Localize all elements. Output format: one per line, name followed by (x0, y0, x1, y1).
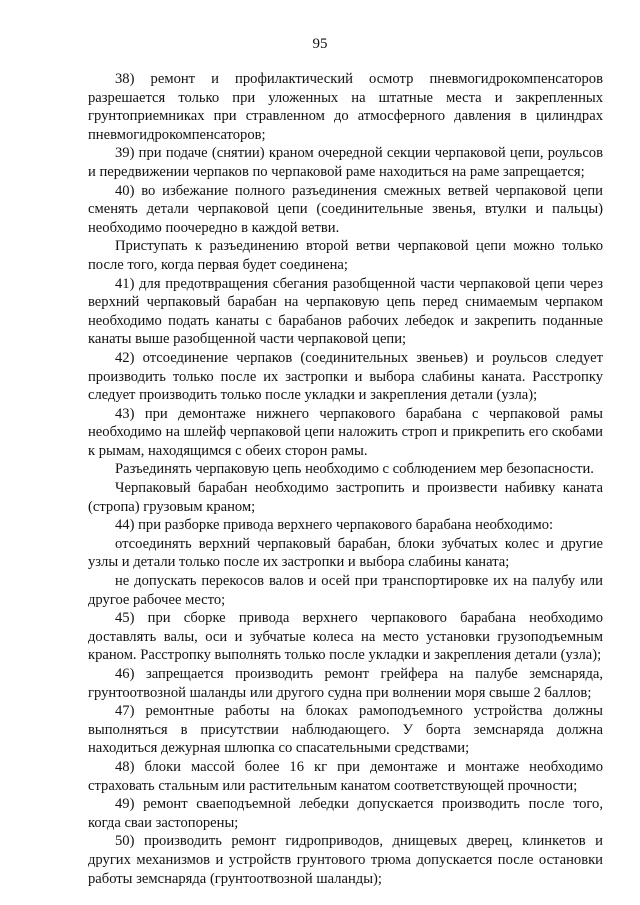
paragraph-45: 45) при сборке привода верхнего черпакового барабана необходимо доставлять валы, оси и зубчатые колеса на место установки грузоподъемным краном. Расстропку выполнять только после укладки и закрепления детали (узла); (88, 610, 603, 664)
paragraph-44-item-1: отсоединять верхний черпаковый барабан, блоки зубчатых колес и другие узлы и детали только после их застропки и выбора слабины каната; (88, 535, 603, 571)
page-number: 95 (312, 36, 328, 52)
paragraph-50: 50) производить ремонт гидроприводов, днищевых дверец, клинкетов и других механизмов и устройств грунтового трюма допускается после остановки работы земснаряда (грунтоотвозной шаланды); (88, 833, 603, 887)
paragraph-43-note-1: Разъединять черпаковую цепь необходимо с соблюдением мер безопасности. (115, 461, 594, 478)
document-body (88, 70, 603, 888)
paragraph-43: 43) при демонтаже нижнего черпакового барабана с черпаковой рамы необходимо на шлейф черпаковой цепи наложить строп и прикрепить его скобами к рымам, находящимся с обеих сторон рамы. (88, 405, 603, 459)
paragraph-44: 44) при разборке привода верхнего черпакового барабана необходимо: (115, 517, 554, 534)
paragraph-49: 49) ремонт сваеподъемной лебедки допускается производить после того, когда сваи застопорены; (88, 796, 603, 831)
paragraph-38: 38) ремонт и профилактический осмотр пневмогидрокомпенсаторов разрешается только при уложенных на штатные места и закрепленных грунтоприемниках при стравленном до атмосферного давления в цилиндрах пневмогидрокомпенсаторов; (88, 71, 603, 143)
paragraph-44-item-2: не допускать перекосов валов и осей при транспортировке их на палубу или другое рабочее место; (88, 573, 603, 608)
paragraph-40: 40) во избежание полного разъединения смежных ветвей черпаковой цепи сменять детали черпаковой цепи (соединительные звенья, втулки и пальцы) необходимо поочередно в каждой ветви. (88, 182, 603, 236)
paragraph-48: 48) блоки массой более 16 кг при демонтаже и монтаже необходимо страховать стальным или растительным канатом соответствующей прочности; (88, 758, 603, 794)
paragraph-47: 47) ремонтные работы на блоках рамоподъемного устройства должны выполняться в присутствии наблюдающего. У борта земснаряда должна находиться дежурная шлюпка со спасательными средствами; (88, 703, 603, 757)
paragraph-46: 46) запрещается производить ремонт грейфера на палубе земснаряда, грунтоотвозной шаланды или другого судна при волнении моря свыше 2 баллов; (88, 666, 603, 701)
paragraph-40-note: Приступать к разъединению второй ветви черпаковой цепи можно только после того, когда первая будет соединена; (88, 238, 603, 273)
paragraph-41: 41) для предотвращения сбегания разобщенной части черпаковой цепи через верхний черпаковый барабан на черпаковую цепь перед снимаемым черпаком необходимо подать канаты с барабанов рабочих лебедок и закрепить поданные канаты выше разобщенной части черпаковой цепи; (88, 275, 603, 348)
paragraph-43-note-2: Черпаковый барабан необходимо застропить и произвести набивку каната (стропа) грузовым краном; (88, 480, 603, 515)
paragraph-42: 42) отсоединение черпаков (соединительных звеньев) и роульсов следует производить только после их застропки и выбора слабины каната. Расстропку следует производить только после укладки и закрепления детали (узла); (88, 349, 603, 404)
paragraph-39: 39) при подаче (снятии) краном очередной секции черпаковой цепи, роульсов и передвижении черпаков по черпаковой раме находиться на раме запрещается; (88, 145, 603, 180)
